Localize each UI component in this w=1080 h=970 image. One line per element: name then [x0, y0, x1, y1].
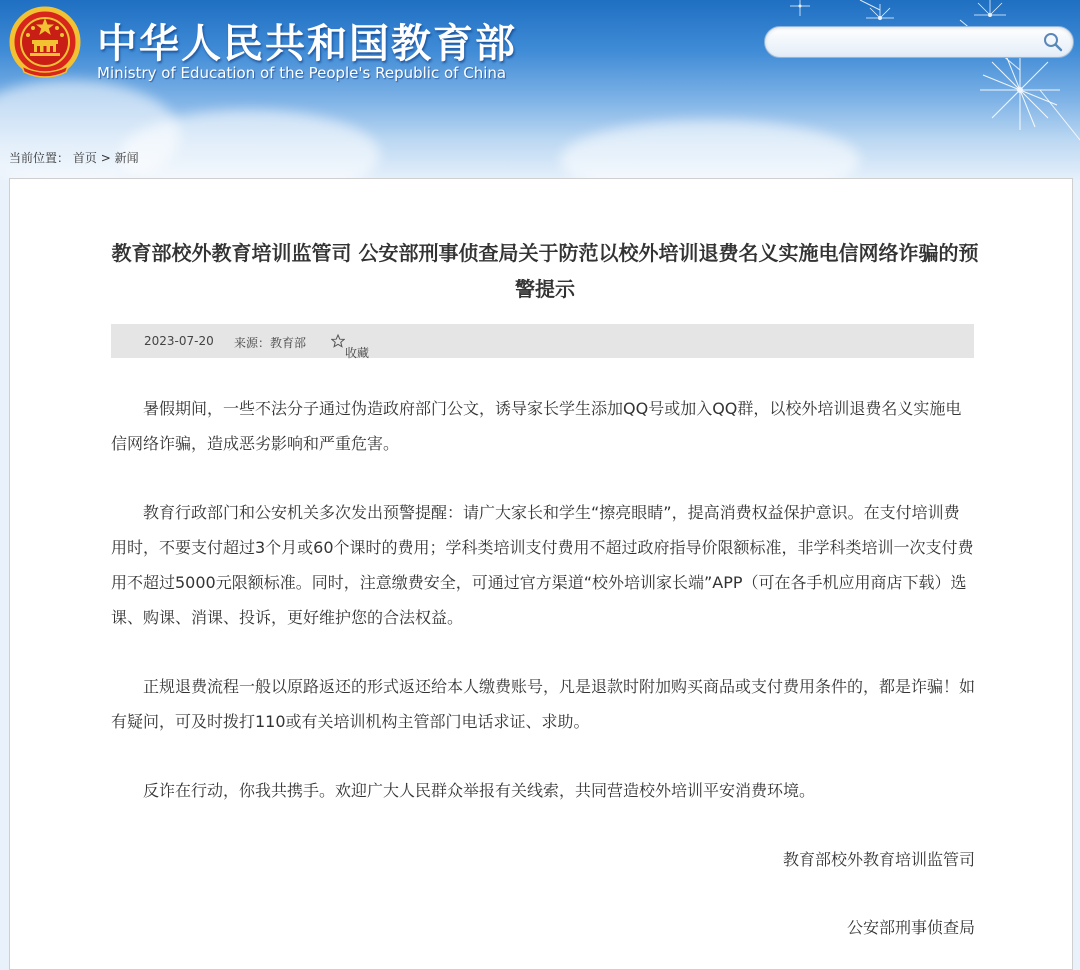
- site-header: [0, 0, 1080, 180]
- search-button[interactable]: [1041, 30, 1065, 54]
- search-input[interactable]: [777, 31, 1031, 55]
- signature-line: 教育部校外教育培训监管司: [782, 850, 975, 869]
- article-date: 2023-07-20: [144, 334, 214, 348]
- national-emblem-icon: [8, 6, 82, 82]
- article-paragraph: 暑假期间，一些不法分子通过伪造政府部门公文，诱导家长学生添加QQ号或加入QQ群，以校外培训退费名义实施电信网络诈骗，造成恶劣影响和严重危害。: [111, 399, 962, 453]
- article-title: 教育部校外教育培训监管司 公安部刑事侦查局关于防范以校外培训退费名义实施电信网络诈骗的预警提示: [111, 241, 979, 301]
- article-paragraph: 教育行政部门和公安机关多次发出预警提醒：请广大家长和学生“擦亮眼睛”，提高消费权益保护意识。在支付培训费用时，不要支付超过3个月或60个课时的费用；学科类培训支付费用不超过政府指导价限额标准，非学科类培训一次支付费用不超过5000元限额标准。同时，注意缴费安全，可通过官方渠道“校外培训家长端”APP（可在各手机应用商店下载）选课、购课、消课、投诉，更好维护您的合法权益。: [111, 503, 974, 627]
- search-icon: [1041, 30, 1065, 54]
- favorite-label: 收藏: [345, 346, 370, 360]
- favorite-button[interactable]: [331, 334, 370, 360]
- article-panel: [9, 178, 1073, 970]
- site-subtitle-en: Ministry of Education of the People's Republic of China: [97, 64, 507, 82]
- signature-line: 公安部刑事侦查局: [846, 918, 975, 937]
- breadcrumb-separator: >: [100, 151, 111, 165]
- article-paragraph: 正规退费流程一般以原路返还的形式返还给本人缴费账号，凡是退款时附加购买商品或支付费用条件的，都是诈骗！如有疑问，可及时拨打110或有关培训机构主管部门电话求证、求助。: [111, 677, 976, 731]
- breadcrumb: [9, 149, 139, 166]
- article-source: 来源：教育部: [234, 336, 307, 350]
- site-title: 中华人民共和国教育部: [97, 21, 517, 67]
- breadcrumb-home-link[interactable]: 首页: [72, 151, 97, 165]
- breadcrumb-label: 当前位置：: [9, 151, 70, 165]
- article-paragraph: 反诈在行动，你我共携手。欢迎广大人民群众举报有关线索，共同营造校外培训平安消费环境。: [143, 781, 816, 800]
- star-icon: [331, 334, 345, 348]
- article-meta-bar: [111, 324, 974, 358]
- breadcrumb-current-link[interactable]: 新闻: [114, 151, 139, 165]
- search-box: [764, 26, 1074, 58]
